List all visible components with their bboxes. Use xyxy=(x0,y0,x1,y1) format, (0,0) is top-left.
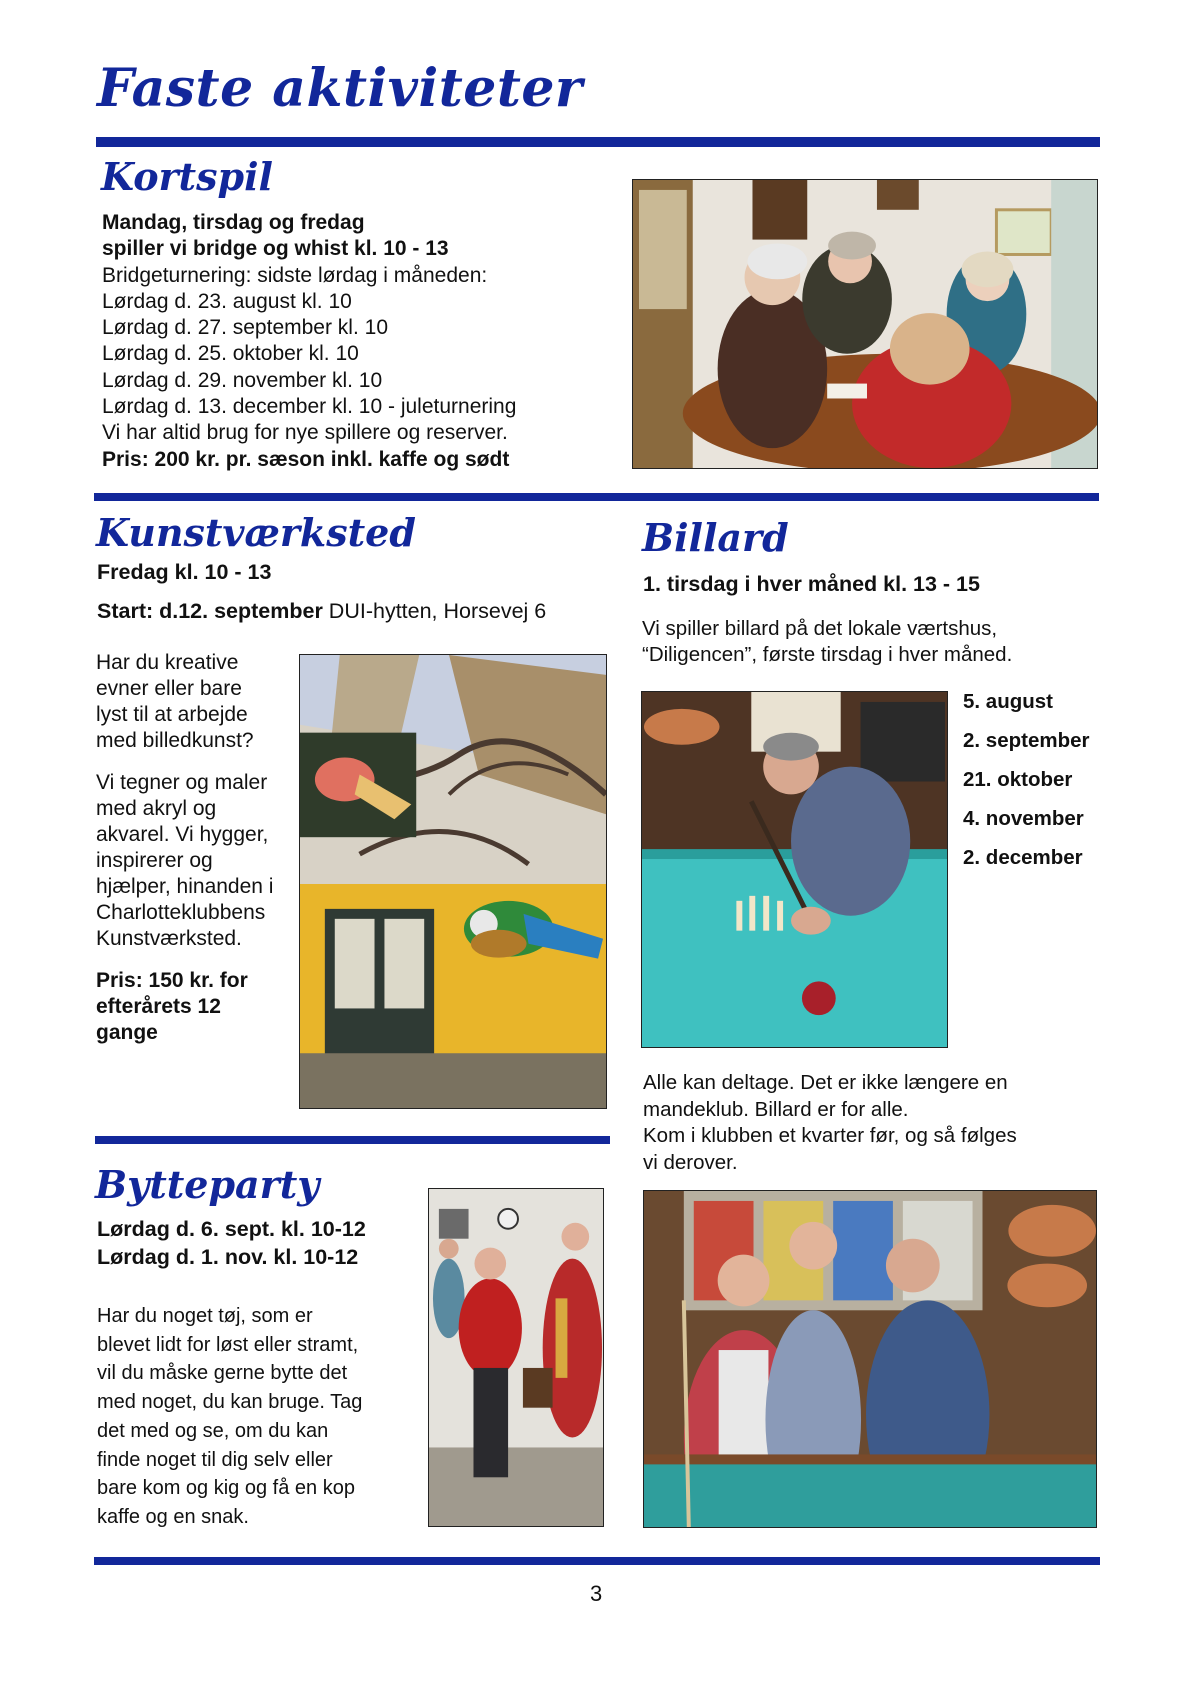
page-number: 3 xyxy=(590,1581,603,1606)
kortspil-line: Lørdag d. 27. september kl. 10 xyxy=(102,316,388,340)
kunst-para1-line: lyst til at arbejde xyxy=(96,703,248,726)
kortspil-line: spiller vi bridge og whist kl. 10 - 13 xyxy=(102,237,449,261)
page-title: Faste aktiviteter xyxy=(97,58,583,119)
kortspil-line: Lørdag d. 23. august kl. 10 xyxy=(102,289,352,313)
kunstvaerksted-meta xyxy=(97,560,546,638)
bytteparty-body-line: Har du noget tøj, som er xyxy=(97,1305,313,1327)
billard-outro-line: mandeklub. Billard er for alle. xyxy=(643,1097,909,1121)
kunstvaerksted-heading: Kunstværksted xyxy=(96,510,416,555)
billard-date: 4. november xyxy=(963,807,1084,830)
section-divider xyxy=(96,137,1100,147)
kortspil-line: Lørdag d. 13. december kl. 10 - juleturnering xyxy=(102,395,517,419)
bytteparty-heading: Bytteparty xyxy=(95,1162,320,1207)
card-players-photo xyxy=(632,179,1098,469)
billiards-player-photo xyxy=(641,691,948,1048)
kortspil-line: Vi har altid brug for nye spillere og reserver. xyxy=(102,421,508,445)
kortspil-line: Lørdag d. 25. oktober kl. 10 xyxy=(102,342,359,366)
kunst-price-line: Pris: 150 kr. for xyxy=(96,969,248,992)
section-divider xyxy=(94,1557,1100,1565)
bytteparty-body-line: finde noget til dig selv eller xyxy=(97,1448,333,1471)
section-divider xyxy=(94,493,1099,501)
clothing-swap-photo xyxy=(428,1188,604,1527)
kunst-price-line: efterårets 12 xyxy=(96,995,221,1018)
kunst-price-line: gange xyxy=(96,1021,158,1044)
billard-outro-line: vi derover. xyxy=(643,1150,738,1174)
billard-intro-line: Vi spiller billard på det lokale værtshus, xyxy=(642,617,998,640)
bytteparty-body-line: blevet lidt for løst eller stramt, xyxy=(97,1333,359,1356)
bytteparty-dates xyxy=(97,1215,366,1271)
billard-intro-line: “Diligencen”, første tirsdag i hver måned. xyxy=(642,643,1013,666)
billiards-group-photo xyxy=(643,1190,1097,1528)
kortspil-line: Lørdag d. 29. november kl. 10 xyxy=(102,368,383,392)
kunst-para2-line: Kunstværksted. xyxy=(96,927,242,950)
bytteparty-date: Lørdag d. 1. nov. kl. 10-12 xyxy=(97,1245,359,1269)
kunst-para2-line: Charlotteklubbens xyxy=(96,901,266,924)
billard-dates xyxy=(963,690,1089,885)
kunst-para2-line: hjælper, hinanden i xyxy=(96,875,274,898)
kunst-para1-line: Har du kreative xyxy=(96,651,239,674)
billard-date: 5. august xyxy=(963,690,1053,713)
kunst-para2-line: inspirerer og xyxy=(96,849,213,872)
billard-date: 2. september xyxy=(963,729,1090,752)
kortspil-text xyxy=(102,210,516,473)
billard-heading: Billard xyxy=(642,515,789,560)
bytteparty-body-line: kaffe og en snak. xyxy=(97,1505,249,1528)
bytteparty-body-line: det med og se, om du kan xyxy=(97,1419,329,1442)
bytteparty-body-line: vil du måske gerne bytte det xyxy=(97,1362,348,1385)
billard-outro-line: Kom i klubben et kvarter før, og så følges xyxy=(643,1124,1017,1147)
bytteparty-body xyxy=(97,1302,362,1532)
billard-outro-line: Alle kan deltage. Det er ikke længere en xyxy=(643,1071,1008,1094)
billard-date: 21. oktober xyxy=(963,768,1073,791)
bytteparty-body-line: med noget, du kan bruge. Tag xyxy=(97,1391,363,1414)
start-place: DUI-hytten, Horsevej 6 xyxy=(322,599,547,623)
kortspil-line: Bridgeturnering: sidste lørdag i måneden: xyxy=(102,263,488,287)
section-divider xyxy=(95,1136,610,1144)
kunstvaerksted-start xyxy=(97,599,546,624)
kunst-para2-line: med akryl og xyxy=(96,797,217,820)
kortspil-line: Mandag, tirsdag og fredag xyxy=(102,211,365,234)
start-label: Start: d.12. september xyxy=(97,599,323,623)
billard-outro xyxy=(643,1070,1017,1176)
kunst-para2-line: Vi tegner og maler xyxy=(96,771,268,794)
kunstvaerksted-time: Fredag kl. 10 - 13 xyxy=(97,560,272,584)
kortspil-price: Pris: 200 kr. pr. sæson inkl. kaffe og sødt xyxy=(102,447,510,471)
kunst-para1-line: med billedkunst? xyxy=(96,729,254,752)
kunstvaerksted-body xyxy=(96,650,273,1046)
billard-intro xyxy=(642,616,1012,668)
billard-schedule: 1. tirsdag i hver måned kl. 13 - 15 xyxy=(643,572,980,596)
bytteparty-date: Lørdag d. 6. sept. kl. 10-12 xyxy=(97,1217,366,1241)
billard-date: 2. december xyxy=(963,846,1083,869)
kunst-para2-line: akvarel. Vi hygger, xyxy=(96,823,269,846)
bytteparty-body-line: bare kom og kig og få en kop xyxy=(97,1477,355,1500)
kunst-para1-line: evner eller bare xyxy=(96,677,242,700)
art-workshop-photo xyxy=(299,654,607,1109)
kortspil-heading: Kortspil xyxy=(101,154,273,199)
